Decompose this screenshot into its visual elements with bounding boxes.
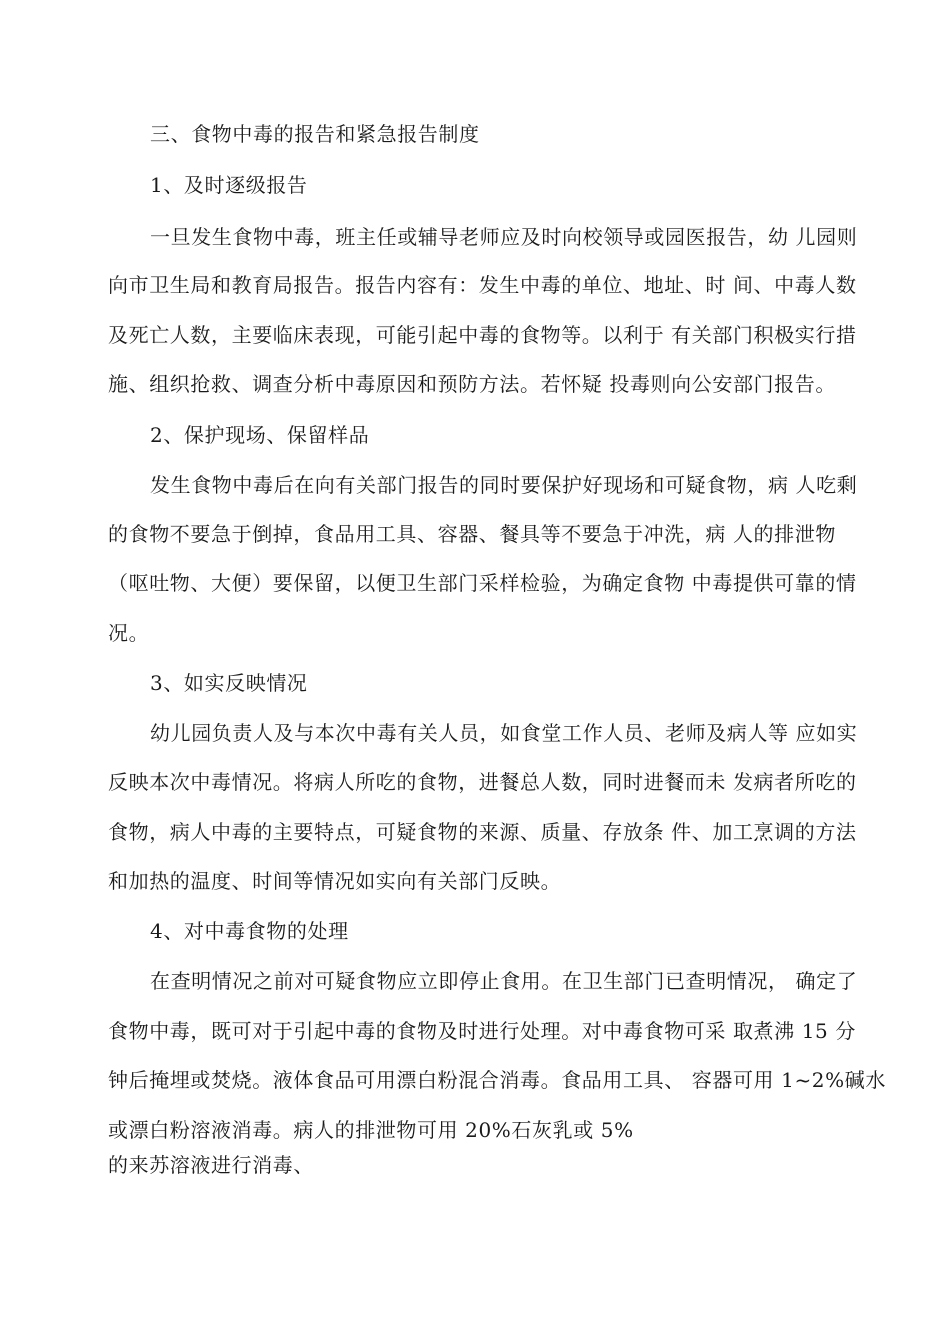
item-2-line-4: 况。	[108, 621, 150, 645]
item-2-line-3: （呕吐物、大便）要保留，以便卫生部门采样检验，为确定食物 中毒提供可靠的情	[108, 571, 857, 595]
item-1-line-2: 向市卫生局和教育局报告。报告内容有：发生中毒的单位、地址、时 间、中毒人数	[108, 273, 857, 297]
section-title: 三、食物中毒的报告和紧急报告制度	[150, 122, 480, 146]
item-4-line-2: 食物中毒，既可对于引起中毒的食物及时进行处理。对中毒食物可采 取煮沸 15 分	[108, 1019, 856, 1043]
item-4-line-4: 或漂白粉溶液消毒。病人的排泄物可用 20%石灰乳或 5%	[108, 1118, 634, 1142]
item-2-line-1: 发生食物中毒后在向有关部门报告的同时要保护好现场和可疑食物，病 人吃剩	[150, 473, 858, 497]
item-4-line-5: 的来苏溶液进行消毒、	[108, 1153, 314, 1177]
item-3-line-4: 和加热的温度、时间等情况如实向有关部门反映。	[108, 869, 562, 893]
item-3-line-2: 反映本次中毒情况。将病人所吃的食物，进餐总人数，同时进餐而未 发病者所吃的	[108, 770, 857, 794]
item-1-line-1: 一旦发生食物中毒，班主任或辅导老师应及时向校领导或园医报告，幼 儿园则	[150, 225, 858, 249]
item-4-line-3: 钟后掩埋或焚烧。液体食品可用漂白粉混合消毒。食品用工具、 容器可用 1~2%碱水	[108, 1068, 886, 1092]
item-2-heading: 2、保护现场、保留样品	[150, 423, 370, 447]
item-1-line-4: 施、组织抢救、调查分析中毒原因和预防方法。若怀疑 投毒则向公安部门报告。	[108, 372, 836, 396]
item-2-line-2: 的食物不要急于倒掉，食品用工具、容器、餐具等不要急于冲洗，病 人的排泄物	[108, 522, 836, 546]
item-1-heading: 1、及时逐级报告	[150, 173, 308, 197]
item-3-heading: 3、如实反映情况	[150, 671, 308, 695]
item-3-line-3: 食物，病人中毒的主要特点，可疑食物的来源、质量、存放条 件、加工烹调的方法	[108, 820, 857, 844]
item-4-heading: 4、对中毒食物的处理	[150, 919, 349, 943]
item-1-line-3: 及死亡人数，主要临床表现，可能引起中毒的食物等。以利于 有关部门积极实行措	[108, 323, 857, 347]
item-3-line-1: 幼儿园负责人及与本次中毒有关人员，如食堂工作人员、老师及病人等 应如实	[150, 721, 858, 745]
item-4-line-1: 在查明情况之前对可疑食物应立即停止食用。在卫生部门已查明情况， 确定了	[150, 969, 858, 993]
